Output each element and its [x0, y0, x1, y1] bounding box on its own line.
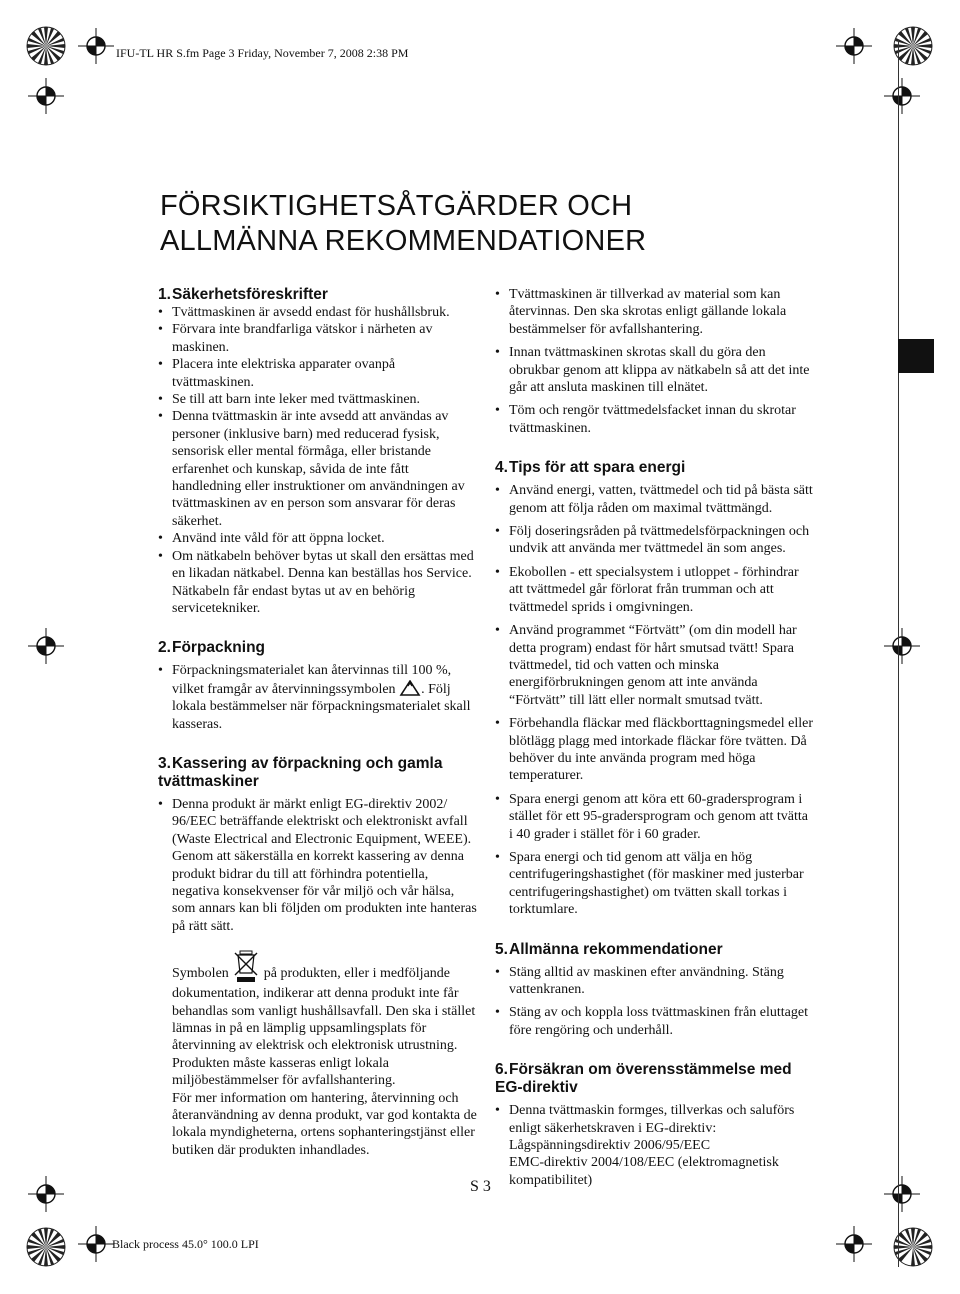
- list-item: • Använd programmet “Förtvätt” (om din modell har detta program) endast för hårt smutsad tvätt! Spara tvättmedel, tid och vatten och minska energiförbrukningen genom att inte använda “Förtvätt” till lätt eller normalt smutsad tvätt.: [495, 622, 815, 709]
- registration-mark-icon: [884, 78, 920, 114]
- directive-line: Lågspänningsdirektiv 2006/95/EEC: [509, 1138, 711, 1154]
- registration-mark-icon: [28, 1176, 64, 1212]
- section-heading-1: 1.Säkerhetsföreskrifter: [158, 286, 328, 303]
- crop-line: [898, 40, 899, 1267]
- list-item: • Placera inte elektriska apparater ovanpå tvättmaskinen.: [158, 356, 478, 391]
- color-bar-block: [898, 339, 934, 373]
- energy-tips-list: [495, 482, 815, 918]
- list-item: • Använd inte våld för att öppna locket.: [158, 530, 478, 547]
- registration-mark-icon: [836, 1226, 872, 1262]
- target-sunburst-icon: [893, 26, 933, 66]
- list-item: • Om nätkabeln behöver bytas ut skall den ersättas med en likadan nätkabel. Denna kan beställas hos Service. Nätkabeln får endast bytas ut av en behörig servicetekniker.: [158, 548, 478, 618]
- paragraph: För mer information om hantering, återvinning och återanvändning av denna produkt, var god kontakta de lokala myndigheterna, ortens sophanteringstjänst eller butiken där produkten inhandlades.: [172, 1090, 477, 1158]
- safety-list: [158, 304, 478, 617]
- registration-mark-icon: [836, 28, 872, 64]
- section-heading-2: 2.Förpackning: [158, 639, 266, 657]
- disposal-list: [158, 796, 478, 848]
- registration-mark-icon: [78, 1226, 114, 1262]
- page-title: FÖRSIKTIGHETSÅTGÄRDER OCH ALLMÄNNA REKOMMENDATIONER: [160, 190, 647, 257]
- registration-mark-icon: [884, 628, 920, 664]
- target-sunburst-icon: [26, 1227, 66, 1267]
- paragraph: Genom att säkerställa en korrekt kassering av denna produkt bidrar du till att förhindra potentiella, negativa konsekvenser för vår miljö och vår hälsa, som annars kan bli följden om produkten inte hanteras på rätt sätt.: [172, 849, 477, 934]
- paragraph: Symbolen på produkten, eller i medföljande dokumentation, indikerar att denna produkt inte får behandlas som vanligt hushållsavfall. Den ska i stället lämnas in på en lämplig uppsamlingsplats för återvinning av elektrisk och elektronisk utrustning. Produkten måste kasseras enligt lokala miljöbestämmelser för avfallshantering.: [158, 949, 478, 1089]
- list-item: • Spara energi och tid genom att välja en hög centrifugeringshastighet (för maskiner med justerbar centrifugeringshastighet) om tvätten skall torkas i torktumlare.: [495, 849, 815, 919]
- section-heading-6: 6.Försäkran om överensstämmelse med EG-direktiv: [495, 1061, 792, 1097]
- list-item: • Denna produkt är märkt enligt EG-direktiv 2002/ 96/EEC beträffande elektriskt och elektroniskt avfall (Waste Electrical and Electronic Equipment, WEEE).: [158, 796, 478, 848]
- registration-mark-icon: [28, 628, 64, 664]
- target-sunburst-icon: [893, 1227, 933, 1267]
- conformity-list: [495, 1102, 815, 1137]
- crossed-bin-icon: [232, 949, 260, 985]
- section-heading-3: 3.Kassering av förpackning och gamla tvättmaskiner: [158, 754, 443, 790]
- section-heading-5: 5.Allmänna rekommendationer: [495, 940, 723, 958]
- list-item: • Stäng av och koppla loss tvättmaskinen från eluttaget före rengöring och underhåll.: [495, 1004, 815, 1039]
- print-footer: Black process 45.0° 100.0 LPI: [112, 1237, 259, 1251]
- registration-mark-icon: [78, 28, 114, 64]
- list-item: • Se till att barn inte leker med tvättmaskinen.: [158, 391, 478, 408]
- right-column: [495, 286, 815, 1189]
- list-item: • Följ doseringsråden på tvättmedelsförpackningen och undvik att använda mer tvättmedel än som anges.: [495, 523, 815, 558]
- page-number: S 3: [470, 1178, 491, 1195]
- recycle-triangle-icon: [399, 680, 421, 696]
- list-item: • Förvara inte brandfarliga vätskor i närheten av maskinen.: [158, 321, 478, 356]
- registration-mark-icon: [884, 1176, 920, 1212]
- section-heading-4: 4.Tips för att spara energi: [495, 459, 686, 477]
- general-list: [495, 964, 815, 1040]
- scrapping-list: [495, 286, 815, 437]
- list-item: • Denna tvättmaskin är inte avsedd att användas av personer (inklusive barn) med reducerad fysisk, sensorisk eller mental förmåga, eller bristande erfarenhet och kunskap, såvida de inte fått handledning eller instruktioner om användningen av tvättmaskinen av en person som ansvarar för deras säkerhet.: [158, 408, 478, 530]
- list-item: • Töm och rengör tvättmedelsfacket innan du skrotar tvättmaskinen.: [495, 402, 815, 437]
- registration-mark-icon: [28, 78, 64, 114]
- target-sunburst-icon: [26, 26, 66, 66]
- packaging-list: [158, 662, 478, 733]
- list-item: • Ekobollen - ett specialsystem i utloppet - förhindrar att tvättmedel går förlorat från trumman och att tvättmedel sprids i omgivningen.: [495, 564, 815, 616]
- list-item: • Innan tvättmaskinen skrotas skall du göra den obrukbar genom att klippa av nätkabeln så att det inte går att ansluta maskinen till elnätet.: [495, 344, 815, 396]
- list-item: • Förpackningsmaterialet kan återvinnas till 100 %, vilket framgår av återvinningssymbolen . Följ lokala bestämmelser när förpackningsmaterialet skall kasseras.: [158, 662, 478, 733]
- list-item: • Spara energi genom att köra ett 60-gradersprogram i stället för ett 95-gradersprogram och genom att tvätta i 40 grader i stället för i 60 grader.: [495, 791, 815, 843]
- list-item: • Använd energi, vatten, tvättmedel och tid på bästa sätt genom att följa råden om maximal tvättmängd.: [495, 482, 815, 517]
- print-header: IFU-TL HR S.fm Page 3 Friday, November 7, 2008 2:38 PM: [116, 46, 409, 60]
- list-item: • Stäng alltid av maskinen efter användning. Stäng vattenkranen.: [495, 964, 815, 999]
- list-item: • Förbehandla fläckar med fläckborttagningsmedel eller blötlägg plagg med intorkade fläckar före tvätten. Då behöver du inte använda program med höga temperaturer.: [495, 715, 815, 785]
- list-item: • Tvättmaskinen är avsedd endast för hushållsbruk.: [158, 304, 478, 321]
- left-column: [158, 286, 478, 1159]
- list-item: • Denna tvättmaskin formges, tillverkas och saluförs enligt säkerhetskraven i EG-direktiv:: [495, 1102, 815, 1137]
- list-item: • Tvättmaskinen är tillverkad av material som kan återvinnas. Den ska skrotas enligt gällande lokala bestämmelser för avfallshantering.: [495, 286, 815, 338]
- directive-line: EMC-direktiv 2004/108/EEC (elektromagnetisk kompatibilitet): [509, 1155, 779, 1188]
